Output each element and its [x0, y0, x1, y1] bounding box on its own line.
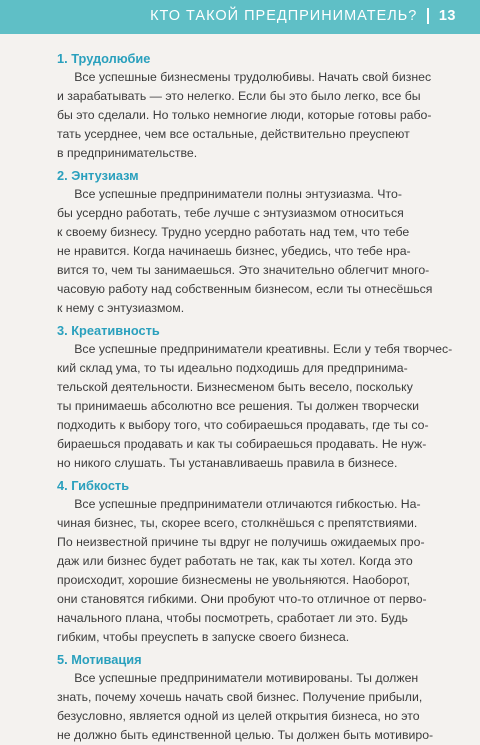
paragraph-line: тать усерднее, чем все остальные, действительно преуспеют: [57, 127, 410, 141]
section-paragraph: [57, 185, 434, 318]
paragraph-line: бираешься продавать и как ты собираешься продавать. Не нуж-: [57, 437, 427, 451]
page-number: 13: [438, 8, 456, 24]
section-heading: 4. Гибкость: [57, 478, 130, 493]
paragraph-line: гибким, чтобы преуспеть в запуске своего бизнеса.: [57, 630, 350, 644]
paragraph-line: начального плана, чтобы посмотреть, сработает ли это. Будь: [57, 611, 408, 625]
paragraph-line: Все успешные предприниматели креативны. Если у тебя творчес-: [74, 342, 453, 356]
paragraph-line: но никого слушать. Ты устанавливаешь правила в бизнесе.: [57, 456, 398, 470]
paragraph-line: не нравится. Когда начинаешь бизнес, убедись, что тебе нра-: [57, 244, 411, 258]
paragraph-line: не должно быть единственной целью. Ты должен быть мотивиро-: [57, 728, 434, 742]
paragraph-line: Все успешные предприниматели полны энтузиазма. Что-: [74, 187, 402, 201]
paragraph-line: бы это сделали. Но только немногие люди, которые готовы рабо-: [57, 108, 432, 122]
paragraph-line: происходит, хорошие бизнесмены не увольняются. Наоборот,: [57, 573, 411, 587]
paragraph-line: к нему с энтузиазмом.: [57, 301, 185, 315]
paragraph-line: Все успешные предприниматели отличаются гибкостью. На-: [74, 497, 421, 511]
paragraph-line: безусловно, является одной из целей открытия бизнеса, но это: [57, 709, 420, 723]
section-heading: 5. Мотивация: [57, 652, 142, 667]
paragraph-line: к своему бизнесу. Трудно усердно работать над тем, что тебе: [57, 225, 410, 239]
paragraph-line: тельской деятельности. Бизнесменом быть весело, поскольку: [57, 380, 413, 394]
header-band: [0, 0, 480, 34]
paragraph-line: даж или бизнес будет работать не так, как ты хотел. Когда это: [57, 554, 413, 568]
paragraph-line: они становятся гибкими. Они пробуют что-то отличное от перво-: [57, 592, 427, 606]
paragraph-line: чиная бизнес, ты, скорее всего, столкнёшься с препятствиями.: [57, 516, 418, 530]
section-paragraph: [57, 495, 434, 647]
section-1: [57, 50, 434, 163]
paragraph-line: часовую работу над собственным бизнесом, если ты отнесёшься: [57, 282, 433, 296]
section-3: [57, 322, 453, 473]
running-head: [150, 8, 456, 24]
paragraph-line: Все успешные предприниматели мотивированы. Ты должен: [74, 671, 419, 685]
running-title: КТО ТАКОЙ ПРЕДПРИНИМАТЕЛЬ?: [150, 8, 418, 24]
section-2: [57, 167, 434, 318]
section-5: [57, 651, 434, 745]
section-paragraph: [57, 340, 453, 473]
section-heading: 3. Креативность: [57, 323, 160, 338]
paragraph-line: подходить к выбору того, что собираешься продавать, где ты со-: [57, 418, 429, 432]
paragraph-line: По неизвестной причине ты вдруг не получишь ожидаемых про-: [57, 535, 425, 549]
paragraph-line: в предпринимательстве.: [57, 146, 198, 160]
paragraph-line: и зарабатывать — это нелегко. Если бы это было легко, все бы: [57, 89, 421, 103]
section-paragraph: [57, 669, 434, 745]
section-heading: 2. Энтузиазм: [57, 168, 139, 183]
page-body: [57, 46, 453, 745]
paragraph-line: знать, почему хочешь начать свой бизнес. Получение прибыли,: [57, 690, 423, 704]
paragraph-line: бы усердно работать, тебе лучше с энтузиазмом относиться: [57, 206, 404, 220]
paragraph-line: ты принимаешь абсолютно все решения. Ты должен творчески: [57, 399, 419, 413]
paragraph-line: кий склад ума, то ты идеально подходишь для предпринима-: [57, 361, 408, 375]
paragraph-line: Все успешные бизнесмены трудолюбивы. Начать свой бизнес: [74, 70, 432, 84]
section-heading: 1. Трудолюбие: [57, 51, 151, 66]
header-separator: [427, 8, 429, 24]
paragraph-line: вится то, чем ты занимаешься. Это значительно облегчит много-: [57, 263, 430, 277]
section-paragraph: [57, 68, 434, 163]
section-4: [57, 477, 434, 647]
